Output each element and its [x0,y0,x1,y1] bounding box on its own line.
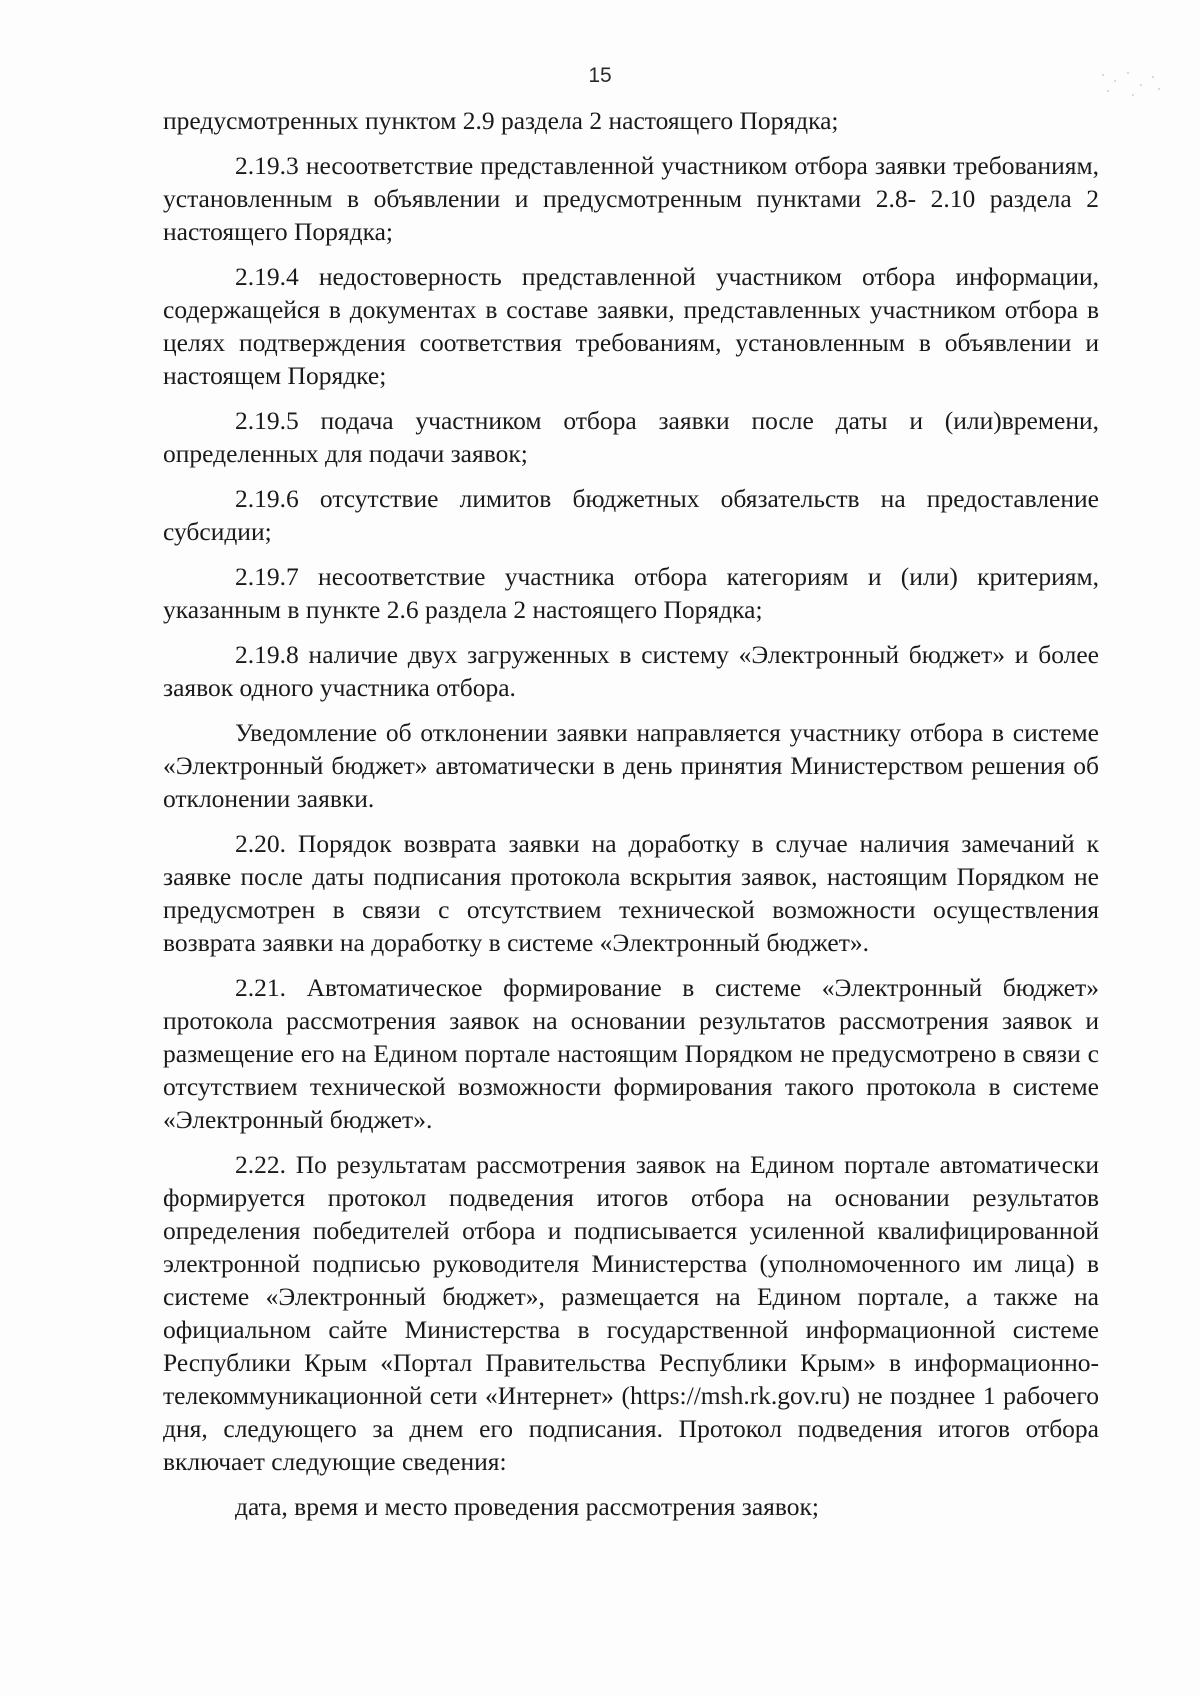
paragraph-rejection-notice: Уведомление об отклонении заявки направляется участнику отбора в системе «Электронный бюджет» автоматически в день принятия Министерством решения об отклонении заявки. [163,718,1099,813]
paragraph-2-19-6: 2.19.6 отсутствие лимитов бюджетных обязательств на предоставление субсидии; [163,484,1099,546]
paragraph-list-item-date: дата, время и место проведения рассмотрения заявок; [235,1492,819,1521]
paragraph-2-19-5: 2.19.5 подача участником отбора заявки после даты и (или)времени, определенных для подачи заявок; [163,406,1099,468]
paragraph-2-19-4: 2.19.4 недостоверность представленной участником отбора информации, содержащейся в документах в составе заявки, представленных участником отбора в целях подтверждения соответствия требованиям, установленным в объявлении и настоящем Порядке; [163,262,1099,390]
paragraph-2-19-3: 2.19.3 несоответствие представленной участником отбора заявки требованиям, установленным в объявлении и предусмотренным пунктами 2.8- 2.10 раздела 2 настоящего Порядка; [163,151,1099,246]
paragraph-continuation: предусмотренных пунктом 2.9 раздела 2 настоящего Порядка; [163,106,839,135]
paragraph-2-22: 2.22. По результатам рассмотрения заявок на Едином портале автоматически формируется протокол подведения итогов отбора на основании результатов определения победителей отбора и подписывается усиленной квалифицированной электронной подписью руководителя Министерства (уполномоченного им лица) в системе «Электронный бюджет», размещается на Едином портале, а также на официальном сайте Министерства в государственной информационной системе Республики Крым «Портал Правительства Республики Крым» в информационно-телекоммуникационной сети «Интернет» (https://msh.rk.gov.ru) не позднее 1 рабочего дня, следующего за днем его подписания. Протокол подведения итогов отбора включает следующие сведения: [163,1150,1099,1476]
document-body [163,104,1099,1535]
paragraph-2-19-8: 2.19.8 наличие двух загруженных в систему «Электронный бюджет» и более заявок одного участника отбора. [163,640,1099,702]
paragraph-2-20: 2.20. Порядок возврата заявки на доработку в случае наличия замечаний к заявке после даты подписания протокола вскрытия заявок, настоящим Порядком не предусмотрен в связи с отсутствием технической возможности осуществления возврата заявки на доработку в системе «Электронный бюджет». [163,829,1099,957]
paragraph-2-21: 2.21. Автоматическое формирование в системе «Электронный бюджет» протокола рассмотрения заявок на основании результатов рассмотрения заявок и размещение его на Едином портале настоящим Порядком не предусмотрено в связи с отсутствием технической возможности формирования такого протокола в системе «Электронный бюджет». [163,973,1099,1134]
paragraph-2-19-7: 2.19.7 несоответствие участника отбора категориям и (или) критериям, указанным в пункте 2.6 раздела 2 настоящего Порядка; [163,562,1099,624]
page-number: 15 [588,64,612,87]
